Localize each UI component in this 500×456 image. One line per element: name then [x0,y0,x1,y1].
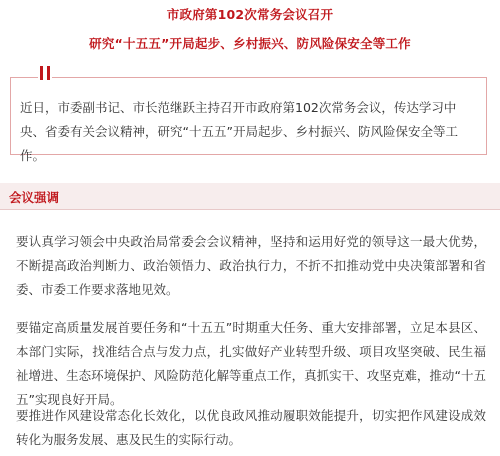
body-paragraph: 要锚定高质量发展首要任务和“十五五”时期重大任务、重大安排部署，立足本县区、本部门实际，找准结合点与发力点，扎实做好产业转型升级、项目攻坚突破、民生福祉增进、生态环境保护、风险防范化解等重点工作，真抓实干、攻坚克难，推动“十五五”实现良好开局。 [16,320,486,407]
intro-text: 近日，市委副书记、市长范继跃主持召开市政府第102次常务会议，传达学习中央、省委有关会议精神，研究“十五五”开局起步、乡村振兴、防风险保安全等工作。 [20,100,458,163]
pause-bar [40,66,43,80]
body-paragraph: 要推进作风建设常态化长效化，以优良政风推动履职效能提升，切实把作风建设成效转化为服务发展、惠及民生的实际行动。 [16,408,486,447]
section-header [0,183,500,210]
body-paragraph: 要认真学习领会中央政治局常委会会议精神，坚持和运用好党的领导这一最大优势，不断提高政治判断力、政治领悟力、政治执行力，不折不扣推动党中央决策部署和省委、市委工作要求落地见效。 [16,234,486,297]
article-title: 市政府第102次常务会议召开 [166,7,334,22]
article-subtitle: 研究“十五五”开局起步、乡村振兴、防风险保安全等工作 [89,36,411,51]
pause-bar [47,66,50,80]
pause-bars-icon [38,63,52,83]
section-label: 会议强调 [9,190,60,205]
